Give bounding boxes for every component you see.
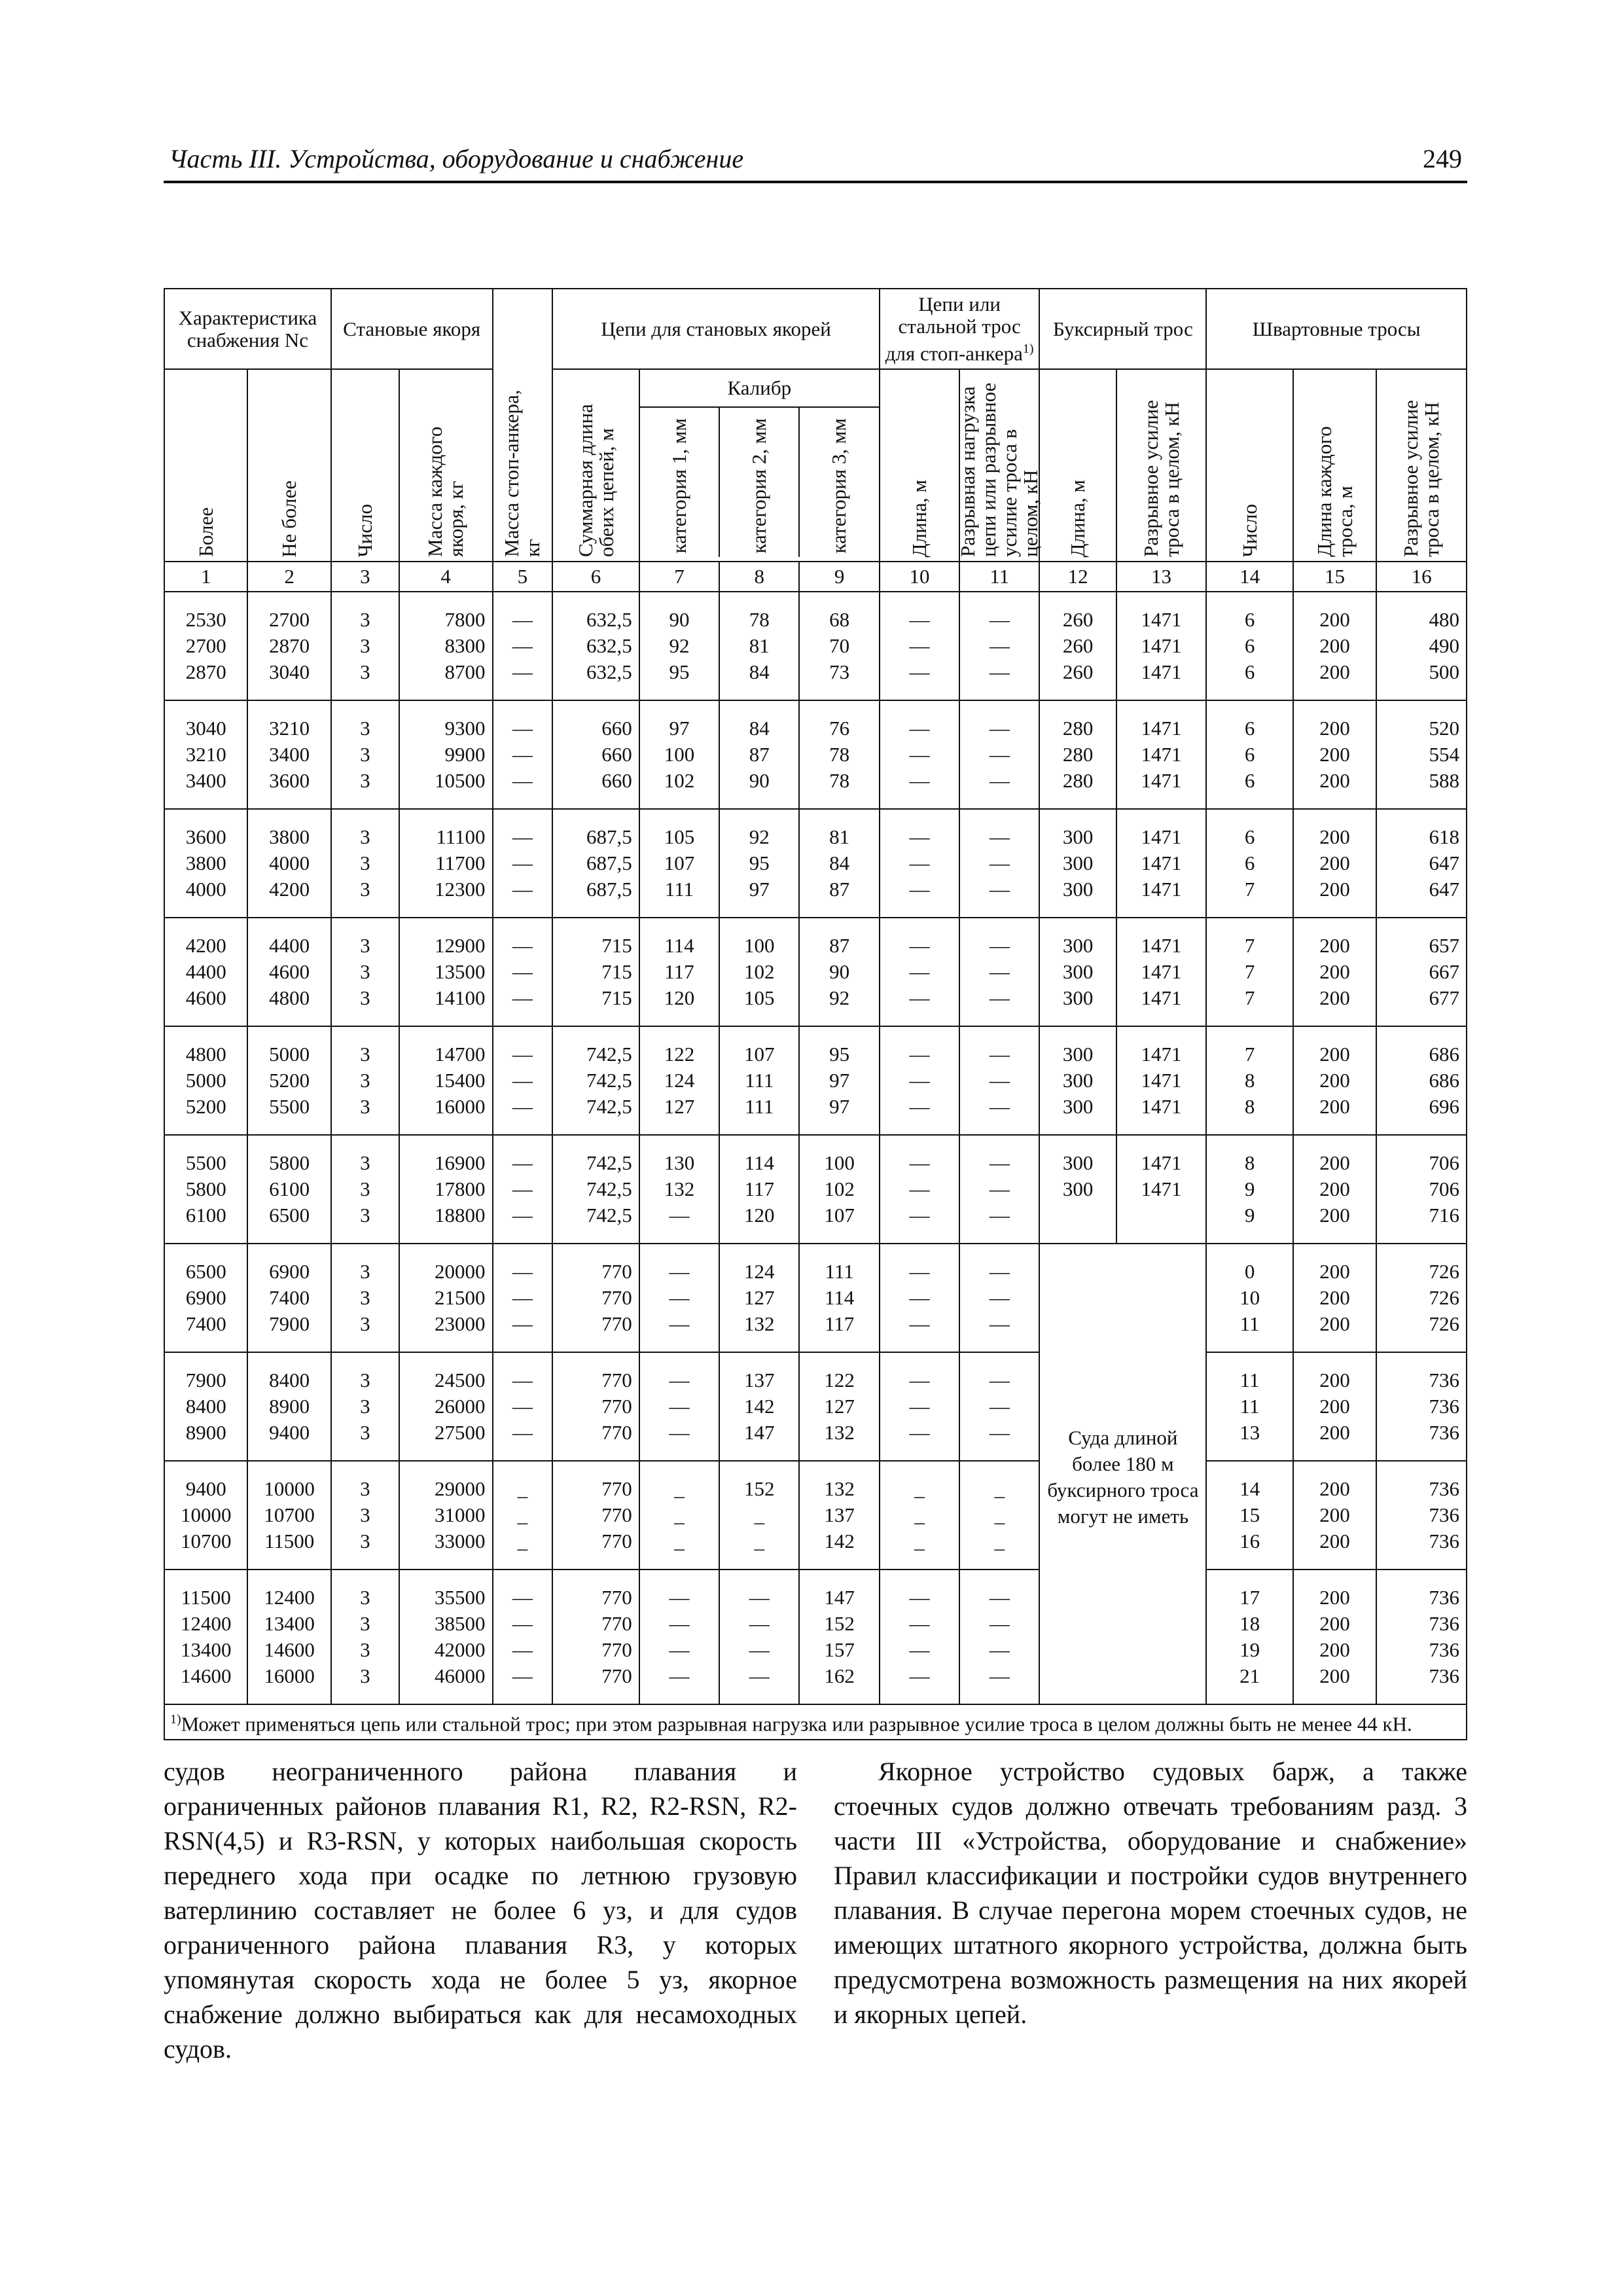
table-cell: 706 706 716 <box>1376 1135 1467 1244</box>
table-cell: 736 736 736 <box>1376 1461 1467 1570</box>
column-number: 3 <box>331 562 399 592</box>
table-cell: 736 736 736 736 <box>1376 1570 1467 1704</box>
page-number: 249 <box>1423 144 1462 173</box>
table-cell: 657 667 677 <box>1376 918 1467 1026</box>
table-cell: 480 490 500 <box>1376 592 1467 700</box>
caliber-label: Калибр <box>640 370 879 407</box>
table-cell: — — — <box>493 1244 553 1352</box>
column-header-0 <box>164 369 247 562</box>
table-cell: — — — <box>880 592 959 700</box>
table-cell: 742,5 742,5 742,5 <box>552 1026 639 1135</box>
table-cell: 520 554 588 <box>1376 700 1467 809</box>
table-cell: 10000 10700 11500 <box>247 1461 330 1570</box>
table-cell: 7900 8400 8900 <box>164 1352 247 1461</box>
table-cell: 5000 5200 5500 <box>247 1026 330 1135</box>
column-header-wrap-4 <box>553 370 639 561</box>
table-cell: — — — — <box>959 1570 1039 1704</box>
table-cell: — — — <box>493 1352 553 1461</box>
table-cell: — — — <box>880 809 959 918</box>
table-cell: 3800 4000 4200 <box>247 809 330 918</box>
column-header-text-1: Не более <box>277 480 301 558</box>
column-header-8 <box>880 369 959 562</box>
column-header-text-5: категория 1, мм <box>668 418 691 554</box>
table-cell: 200 200 200 <box>1293 700 1376 809</box>
table-cell: 200 200 200 <box>1293 592 1376 700</box>
towline-span-cell <box>1039 1244 1206 1704</box>
column-number: 5 <box>493 562 553 592</box>
table-cell: 68 70 73 <box>799 592 879 700</box>
footnote <box>164 1704 1467 1739</box>
table-cell: 770 770 770 <box>552 1244 639 1352</box>
table-cell: 114 117 120 <box>719 1135 799 1244</box>
table-cell: 6 6 7 <box>1206 809 1293 918</box>
table-row-group <box>164 1244 1467 1352</box>
table-cell: 4400 4600 4800 <box>247 918 330 1026</box>
table-cell: 3 3 3 <box>331 918 399 1026</box>
table-cell: 137 142 147 <box>719 1352 799 1461</box>
footnote-row <box>164 1704 1467 1739</box>
column-header-row <box>164 369 1467 562</box>
table-cell: 726 726 726 <box>1376 1244 1467 1352</box>
table-cell: 3600 3800 4000 <box>164 809 247 918</box>
table-cell: — — — <box>493 592 553 700</box>
column-header-7 <box>799 407 879 557</box>
column-number: 15 <box>1293 562 1376 592</box>
table-cell: 147 152 157 162 <box>799 1570 879 1704</box>
table-cell: 6900 7400 7900 <box>247 1244 330 1352</box>
table-cell: 686 686 696 <box>1376 1026 1467 1135</box>
table-cell: 742,5 742,5 742,5 <box>552 1135 639 1244</box>
table-cell: 95 97 97 <box>799 1026 879 1135</box>
column-header-text-10: Длина, м <box>1066 479 1090 558</box>
table-cell: 632,5 632,5 632,5 <box>552 592 639 700</box>
table-cell: 200 200 200 <box>1293 1244 1376 1352</box>
table-cell: — — — — <box>639 1570 719 1704</box>
table-cell: 92 95 97 <box>719 809 799 918</box>
table-cell: 11100 11700 12300 <box>399 809 493 918</box>
table-cell: 100 102 105 <box>719 918 799 1026</box>
table-cell: 84 87 90 <box>719 700 799 809</box>
column-header-wrap-8 <box>880 370 959 561</box>
table-cell: 7800 8300 8700 <box>399 592 493 700</box>
column-header-text-7: категория 3, мм <box>827 418 851 554</box>
table-cell: — — — <box>493 1026 553 1135</box>
table-cell: 111 114 117 <box>799 1244 879 1352</box>
table-cell: 78 81 84 <box>719 592 799 700</box>
table-cell: 2700 2870 3040 <box>247 592 330 700</box>
column-header-text-2: Число <box>353 503 376 558</box>
towline-span-note: Суда длиной более 180 м буксирного троса могут не иметь <box>1047 1426 1199 1528</box>
table-cell: — — — <box>880 1135 959 1244</box>
table-cell: 7 8 8 <box>1206 1026 1293 1135</box>
column-header-wrap-9 <box>956 370 1043 561</box>
table-row-group <box>164 1135 1467 1244</box>
table-cell: 122 124 127 <box>639 1026 719 1135</box>
table-cell: 132 137 142 <box>799 1461 879 1570</box>
column-header-wrap-1 <box>248 370 330 561</box>
table-cell: 35500 38500 42000 46000 <box>399 1570 493 1704</box>
table-cell: — — — <box>493 1135 553 1244</box>
table-cell: 97 100 102 <box>639 700 719 809</box>
anchor-equipment-table <box>164 288 1467 1740</box>
column-header-13 <box>1293 369 1376 562</box>
table-cell: — — — <box>959 809 1039 918</box>
table-cell: 6500 6900 7400 <box>164 1244 247 1352</box>
table-cell: 3 3 3 <box>331 1026 399 1135</box>
column-header-9 <box>956 369 1043 562</box>
table-cell: 105 107 111 <box>639 809 719 918</box>
caliber-categories-row <box>640 407 879 557</box>
table-cell: 770 770 770 770 <box>552 1570 639 1704</box>
table-cell: 770 770 770 <box>552 1461 639 1570</box>
column-number: 4 <box>399 562 493 592</box>
table-cell: 4200 4400 4600 <box>164 918 247 1026</box>
column-header-wrap-7 <box>800 408 879 557</box>
table-cell: 1471 1471 1471 <box>1116 592 1207 700</box>
table-cell: 0 10 11 <box>1206 1244 1293 1352</box>
table-cell: 7 7 7 <box>1206 918 1293 1026</box>
column-number-row <box>164 562 1467 592</box>
stop-anchor-mass-text: Масса стоп-анкера, кг <box>500 389 544 558</box>
column-header-wrap-13 <box>1294 370 1376 561</box>
table-cell: 152 _ _ <box>719 1461 799 1570</box>
column-header-text-3: Масса каждого якоря, кг <box>423 427 468 558</box>
table-row-group <box>164 809 1467 918</box>
table-cell: — — — <box>880 1026 959 1135</box>
table-cell: 3210 3400 3600 <box>247 700 330 809</box>
table-row-group <box>164 1026 1467 1135</box>
table-cell: — — — <box>959 592 1039 700</box>
table-cell: 1471 1471 1471 <box>1116 1026 1207 1135</box>
table-cell: — — — <box>959 918 1039 1026</box>
anchors-header: Становые якоря <box>331 289 493 369</box>
table-row-group <box>164 700 1467 809</box>
table-cell: 5800 6100 6500 <box>247 1135 330 1244</box>
column-header-wrap-12 <box>1207 370 1293 561</box>
table-cell: — — — <box>493 918 553 1026</box>
table-cell: 5500 5800 6100 <box>164 1135 247 1244</box>
table-cell: — — — — <box>880 1570 959 1704</box>
running-title: Часть III. Устройства, оборудование и снабжение <box>169 144 744 173</box>
column-number: 9 <box>799 562 879 592</box>
column-header-wrap-5 <box>640 408 719 557</box>
table-cell: 14 15 16 <box>1206 1461 1293 1570</box>
left-paragraph: судов неограниченного района плавания и ограниченных районов плавания R1, R2, R2-RSN, R2-RSN(4,5) и R3-RSN, у которых наибольшая скорость переднего хода при осадке по летнюю грузовую ватерлинию составляет не более 6 уз, и для судов ограниченного района плавания R3, у которых упомянутая скорость хода не более 5 уз, якорное снабжение должно выбираться как для несамоходных судов. <box>164 1757 797 2064</box>
table-cell: — — — <box>639 1244 719 1352</box>
column-header-text-13: Длина каждого троса, м <box>1312 426 1357 558</box>
column-header-14 <box>1376 369 1467 562</box>
table-cell: 200 200 200 <box>1293 1461 1376 1570</box>
table-cell: 300 300 300 <box>1039 809 1116 918</box>
stop-chain-text: Цепи или стальной трос для стоп-анкера <box>885 293 1023 365</box>
column-number: 14 <box>1206 562 1293 592</box>
table-cell: 130 132 — <box>639 1135 719 1244</box>
column-header-6 <box>719 407 799 557</box>
table-cell: — — — <box>639 1352 719 1461</box>
table-cell: 770 770 770 <box>552 1352 639 1461</box>
column-header-12 <box>1206 369 1293 562</box>
table-cell: 200 200 200 <box>1293 1135 1376 1244</box>
table-cell: — — — <box>959 1135 1039 1244</box>
column-header-text-9: Разрывная нагрузка цепи или разрывное усилие троса в целом, кН <box>956 382 1043 558</box>
table-cell: 11500 12400 13400 14600 <box>164 1570 247 1704</box>
column-header-wrap-6 <box>720 408 798 557</box>
table-row-group <box>164 918 1467 1026</box>
table-cell: — — — <box>880 1244 959 1352</box>
stop-chain-footnote-mark: 1) <box>1022 342 1034 356</box>
towline-header: Буксирный трос <box>1039 289 1206 369</box>
table-row-group <box>164 592 1467 700</box>
table-cell: — — — — <box>719 1570 799 1704</box>
table-cell: 300 300 <box>1039 1135 1116 1244</box>
table-cell: 100 102 107 <box>799 1135 879 1244</box>
page-header <box>164 144 1467 183</box>
table-cell: 12400 13400 14600 16000 <box>247 1570 330 1704</box>
table-cell: 200 200 200 <box>1293 1026 1376 1135</box>
table-cell: 90 92 95 <box>639 592 719 700</box>
table-cell: — — — <box>880 700 959 809</box>
table-cell: 76 78 78 <box>799 700 879 809</box>
stop-anchor-mass-header <box>493 289 553 562</box>
mooring-header: Швартовные тросы <box>1206 289 1467 369</box>
group-header-row <box>164 289 1467 369</box>
column-header-text-12: Число <box>1238 503 1261 558</box>
table-cell: 8400 8900 9400 <box>247 1352 330 1461</box>
table-cell: 81 84 87 <box>799 809 879 918</box>
column-header-wrap-10 <box>1040 370 1115 561</box>
column-header-text-14: Разрывное усилие троса в целом, кН <box>1399 400 1444 558</box>
table-cell: 280 280 280 <box>1039 700 1116 809</box>
table-cell: 660 660 660 <box>552 700 639 809</box>
column-header-wrap-11 <box>1117 370 1206 561</box>
table-cell: 11 11 13 <box>1206 1352 1293 1461</box>
table-cell: 24500 26000 27500 <box>399 1352 493 1461</box>
table-cell: 3 3 3 <box>331 700 399 809</box>
table-cell: 2530 2700 2870 <box>164 592 247 700</box>
characteristic-header: Характеристика снабжения Nc <box>164 289 331 369</box>
table-cell: 87 90 92 <box>799 918 879 1026</box>
table-cell: _ _ _ <box>880 1461 959 1570</box>
column-number: 11 <box>959 562 1039 592</box>
column-number: 8 <box>719 562 799 592</box>
table-row-group <box>164 1461 1467 1570</box>
column-number: 12 <box>1039 562 1116 592</box>
column-header-11 <box>1116 369 1207 562</box>
table-cell: 12900 13500 14100 <box>399 918 493 1026</box>
table-cell: 6 6 6 <box>1206 700 1293 809</box>
table-cell: — — — <box>959 1352 1039 1461</box>
table-cell: 9300 9900 10500 <box>399 700 493 809</box>
table-cell: — — — <box>959 700 1039 809</box>
table-cell: 1471 1471 1471 <box>1116 809 1207 918</box>
table-cell: _ _ _ <box>493 1461 553 1570</box>
column-header-text-11: Разрывное усилие троса в целом, кН <box>1139 400 1183 558</box>
footnote-mark: 1) <box>170 1712 181 1727</box>
column-number: 10 <box>880 562 959 592</box>
table-cell: 715 715 715 <box>552 918 639 1026</box>
column-header-wrap-14 <box>1377 370 1466 561</box>
column-header-3 <box>399 369 493 562</box>
table-cell: 618 647 647 <box>1376 809 1467 918</box>
table-cell: 8 9 9 <box>1206 1135 1293 1244</box>
table-cell: 200 200 200 200 <box>1293 1570 1376 1704</box>
table-cell: — — — — <box>493 1570 553 1704</box>
table-cell: — — — <box>880 918 959 1026</box>
column-number: 16 <box>1376 562 1467 592</box>
table-cell: 1471 1471 <box>1116 1135 1207 1244</box>
table-cell: 200 200 200 <box>1293 1352 1376 1461</box>
table-cell: 14700 15400 16000 <box>399 1026 493 1135</box>
table-cell: 3 3 3 <box>331 809 399 918</box>
column-header-text-0: Более <box>194 507 217 558</box>
table-cell: 1471 1471 1471 <box>1116 918 1207 1026</box>
table-cell: _ _ _ <box>639 1461 719 1570</box>
table-row-group <box>164 1352 1467 1461</box>
table-cell: 1471 1471 1471 <box>1116 700 1207 809</box>
table-cell: 20000 21500 23000 <box>399 1244 493 1352</box>
table-cell: 200 200 200 <box>1293 809 1376 918</box>
table-cell: 200 200 200 <box>1293 918 1376 1026</box>
table-cell: 124 127 132 <box>719 1244 799 1352</box>
table-cell: 260 260 260 <box>1039 592 1116 700</box>
table-cell: 736 736 736 <box>1376 1352 1467 1461</box>
table-cell: 3 3 3 <box>331 1352 399 1461</box>
table-cell: 3 3 3 3 <box>331 1570 399 1704</box>
table-cell: 17 18 19 21 <box>1206 1570 1293 1704</box>
table-cell: 687,5 687,5 687,5 <box>552 809 639 918</box>
table-cell: — — — <box>493 809 553 918</box>
table-cell: 114 117 120 <box>639 918 719 1026</box>
table-cell: 3 3 3 <box>331 1461 399 1570</box>
table-cell: — — — <box>880 1352 959 1461</box>
table-cell: 300 300 300 <box>1039 918 1116 1026</box>
chains-header: Цепи для становых якорей <box>552 289 880 369</box>
column-number: 13 <box>1116 562 1207 592</box>
table-cell: 3040 3210 3400 <box>164 700 247 809</box>
table-cell: 16900 17800 18800 <box>399 1135 493 1244</box>
column-header-wrap-0 <box>165 370 247 561</box>
table-row-group <box>164 1570 1467 1704</box>
caliber-label-row <box>640 370 879 407</box>
table-cell: 3 3 3 <box>331 1135 399 1244</box>
column-number: 7 <box>639 562 719 592</box>
table-cell: — — — <box>959 1244 1039 1352</box>
column-number: 1 <box>164 562 247 592</box>
right-paragraph: Якорное устройство судовых барж, а также стоечных судов должно отвечать требованиям разд. 3 части III «Устройства, оборудование и снабжение» Правил классификации и постройки судов внутреннего плавания. В случае перегона морем стоечных судов, не имеющих штатного якорного устройства, должна быть предусмотрена возможность размещения на них якорей и якорных цепей. <box>834 1757 1467 2029</box>
caliber-subtable <box>640 370 879 557</box>
table-cell: — — — <box>959 1026 1039 1135</box>
table-cell: 122 127 132 <box>799 1352 879 1461</box>
column-header-text-8: Длина, м <box>907 479 931 558</box>
column-header-wrap-3 <box>400 370 492 561</box>
table-cell: 3 3 3 <box>331 1244 399 1352</box>
stop-chain-header <box>880 289 1040 369</box>
table-cell: 3 3 3 <box>331 592 399 700</box>
column-header-text-4: Суммарная длина обеих цепей, м <box>573 404 618 558</box>
table-cell: 107 111 111 <box>719 1026 799 1135</box>
table-cell: 300 300 300 <box>1039 1026 1116 1135</box>
table-cell: — — — <box>493 700 553 809</box>
column-header-wrap-2 <box>332 370 399 561</box>
column-header-1 <box>247 369 330 562</box>
footnote-text: Может применяться цепь или стальной трос; при этом разрывная нагрузка или разрывное усилие троса в целом должны быть не менее 44 кН. <box>181 1712 1412 1736</box>
column-header-5 <box>640 407 720 557</box>
table-cell: 9400 10000 10700 <box>164 1461 247 1570</box>
column-header-10 <box>1039 369 1116 562</box>
column-number: 6 <box>552 562 639 592</box>
column-header-text-6: категория 2, мм <box>747 418 771 554</box>
table-cell: 29000 31000 33000 <box>399 1461 493 1570</box>
caliber-header <box>639 369 880 562</box>
table-cell: 4800 5000 5200 <box>164 1026 247 1135</box>
column-header-4 <box>552 369 639 562</box>
table-cell: _ _ _ <box>959 1461 1039 1570</box>
table-cell: 6 6 6 <box>1206 592 1293 700</box>
column-number: 2 <box>247 562 330 592</box>
column-header-2 <box>331 369 399 562</box>
